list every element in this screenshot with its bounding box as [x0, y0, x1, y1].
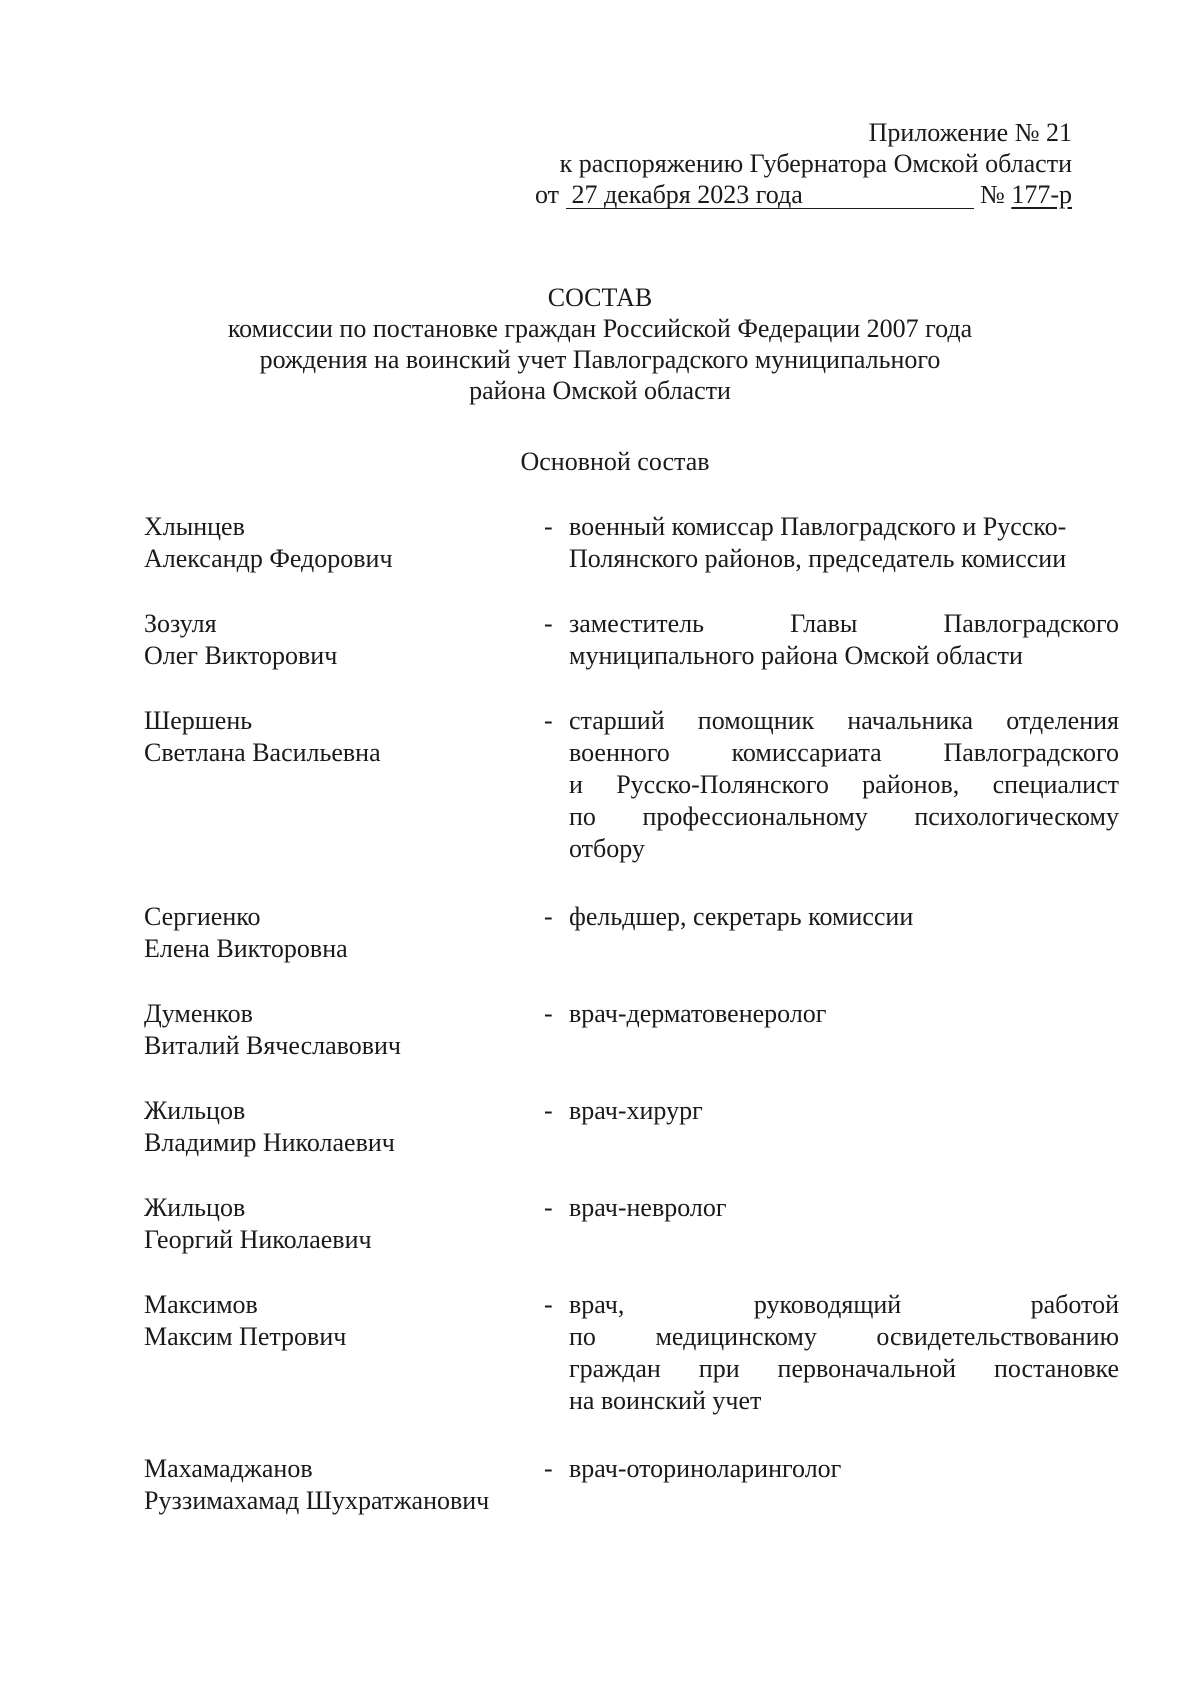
dash: - — [544, 1193, 553, 1222]
member-given-name: Максим Петрович — [144, 1322, 347, 1351]
appendix-date-number-line — [535, 179, 1072, 210]
member-given-name: Руззимахамад Шухратжанович — [144, 1486, 490, 1515]
role-line: военный комиссар Павлоградского и Русско- — [569, 512, 1067, 541]
member-given-name: Александр Федорович — [144, 544, 393, 573]
member-role — [569, 998, 1119, 1030]
dash: - — [544, 1290, 553, 1319]
subtitle-line: рождения на воинский учет Павлоградского муниципального — [259, 345, 941, 374]
member-given-name: Георгий Николаевич — [144, 1225, 372, 1254]
member-surname: Хлынцев — [144, 512, 245, 541]
member-name — [144, 998, 524, 1062]
dash: - — [544, 1096, 553, 1125]
dash: - — [544, 999, 553, 1028]
member-role — [569, 705, 1119, 865]
member-name — [144, 1095, 524, 1159]
subtitle-line: комиссии по постановке граждан Российской Федерации 2007 года — [227, 314, 973, 343]
dash: - — [544, 706, 553, 735]
order-date: 27 декабря 2023 года — [571, 180, 803, 209]
member-surname: Сергиенко — [144, 902, 261, 931]
role-line: муниципального района Омской области — [569, 641, 1023, 670]
member-given-name: Виталий Вячеславович — [144, 1031, 401, 1060]
role-line: врач-хирург — [569, 1096, 703, 1125]
member-given-name: Елена Викторовна — [144, 934, 348, 963]
role-line: отбору — [569, 834, 645, 863]
member-name — [144, 1192, 524, 1256]
member-surname: Думенков — [144, 999, 253, 1028]
role-line: заместитель Главы Павлоградского — [569, 609, 1119, 638]
order-number: 177-р — [1011, 180, 1072, 209]
member-role — [569, 511, 1119, 575]
role-line: старший помощник начальника отделения — [569, 706, 1119, 735]
appendix-number: Приложение № 21 — [868, 118, 1072, 147]
member-surname: Максимов — [144, 1290, 258, 1319]
member-name — [144, 608, 524, 672]
document-title: СОСТАВ — [547, 283, 653, 312]
dash: - — [544, 902, 553, 931]
member-name — [144, 705, 524, 769]
appendix-reference: к распоряжению Губернатора Омской области — [559, 149, 1072, 178]
appendix-header — [535, 117, 1072, 210]
dash: - — [544, 609, 553, 638]
member-given-name: Олег Викторович — [144, 641, 338, 670]
member-given-name: Владимир Николаевич — [144, 1128, 395, 1157]
role-line: на воинский учет — [569, 1386, 762, 1415]
role-line: врач-дерматовенеролог — [569, 999, 827, 1028]
subtitle-line: района Омской области — [469, 376, 731, 405]
document-subtitle — [0, 313, 1200, 406]
role-line: врач-оториноларинголог — [569, 1454, 842, 1483]
role-line: по медицинскому освидетельствованию — [569, 1322, 1119, 1351]
member-role — [569, 1095, 1119, 1127]
member-name — [144, 901, 524, 965]
member-surname: Жильцов — [144, 1193, 246, 1222]
member-surname: Жильцов — [144, 1096, 246, 1125]
role-line: фельдшер, секретарь комиссии — [569, 902, 914, 931]
section-title: Основной состав — [520, 447, 710, 476]
number-label: № — [980, 180, 1005, 209]
role-line: врач, руководящий работой — [569, 1290, 1119, 1319]
member-surname: Зозуля — [144, 609, 217, 638]
member-name — [144, 511, 524, 575]
member-name — [144, 1289, 524, 1353]
member-surname: Махамаджанов — [144, 1454, 313, 1483]
member-name — [144, 1453, 524, 1517]
role-line: Полянского районов, председатель комиссии — [569, 544, 1067, 573]
member-given-name: Светлана Васильевна — [144, 738, 381, 767]
dash: - — [544, 512, 553, 541]
member-role — [569, 1192, 1119, 1224]
member-role — [569, 901, 1119, 933]
role-line: врач-невролог — [569, 1193, 727, 1222]
order-date-field — [566, 182, 974, 209]
from-label: от — [534, 180, 560, 209]
dash: - — [544, 1454, 553, 1483]
member-role — [569, 1289, 1119, 1417]
member-surname: Шершень — [144, 706, 253, 735]
role-line: граждан при первоначальной постановке — [569, 1354, 1119, 1383]
member-role — [569, 1453, 1119, 1485]
role-line: военного комиссариата Павлоградского — [569, 738, 1119, 767]
role-line: и Русско-Полянского районов, специалист — [569, 770, 1119, 799]
role-line: по профессиональному психологическому — [569, 802, 1119, 831]
member-role — [569, 608, 1119, 672]
